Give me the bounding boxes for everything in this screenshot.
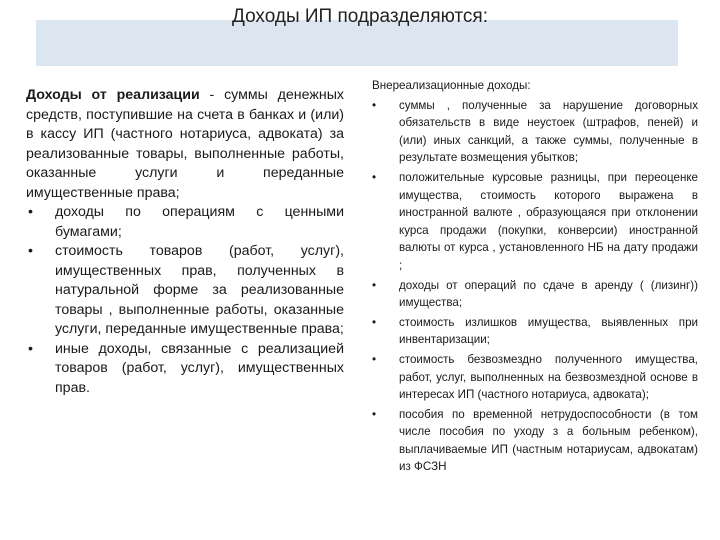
right-item-text: суммы , полученные за нарушение договорных обязательств в виде неустоек (штрафов, пеней) и (или) иных санкций, а также суммы, полученные в результате возмещения убытков; [399,98,698,165]
left-bullet-list [26,203,344,398]
right-item-text: пособия по временной нетрудоспособности (в том числе пособия по уходу з а больным ребенком), выплачиваемые ИП (частным нотариусам, адвокатам) из ФСЗН [399,407,698,474]
right-item-text: доходы от операций по сдаче в аренду ( (лизинг)) имущества; [399,278,698,310]
sales-income-text: - суммы денежных средств, поступившие на счета в банках и (или) в кассу ИП (частного нотариуса, адвоката) за реализованные товары, выполненные работы, оказанные услуги и переданные имущественные права; [26,87,344,201]
bullet-icon: • [372,352,377,366]
right-list-item [372,351,698,404]
bullet-icon: • [28,340,33,357]
bullet-icon: • [28,243,33,259]
bullet-icon: • [372,98,377,112]
right-list-item [372,169,698,275]
bullet-icon: • [28,204,33,220]
right-item-text: положительные курсовые разницы, при переоценке имущества, стоимость которого выражена в иностранной валюте , образующаяся при отклонении курса продажи (покупки, конверсии) иностранной валюты от курса , установленного НБ на дату продажи ; [399,170,698,272]
right-list-item [372,406,698,476]
right-list-item [372,314,698,349]
right-bullet-list [372,97,698,476]
sales-income-definition [26,86,344,203]
sales-income-term: Доходы от реализации [26,87,200,103]
right-item-text: стоимость излишков имущества, выявленных при инвентаризации; [399,315,698,347]
bullet-icon: • [372,315,377,329]
left-list-item [26,203,344,242]
left-item-text: доходы по операциям с ценными бумагами; [55,204,344,240]
non-operating-income-heading: Внереализационные доходы: [372,79,531,92]
right-item-text: стоимость безвозмездно полученного имущества, работ, услуг, выполненных на безвозмездной основе в интересах ИП (частного нотариуса, адвоката); [399,352,698,402]
bullet-icon: • [372,278,377,292]
slide-title: Доходы ИП подразделяются: [231,6,488,27]
right-list-item [372,277,698,312]
left-column [26,86,344,398]
left-list-item [26,242,344,340]
left-item-text: стоимость товаров (работ, услуг), имущественных прав, полученных в натуральной форме за реализованные товары , выполненные работы, оказанные услуги, переданные имущественные права; [55,243,344,337]
right-list-item [372,97,698,167]
bullet-icon: • [372,170,377,184]
bullet-icon: • [372,407,377,421]
left-list-item [26,340,344,399]
right-column [372,77,698,478]
left-item-text: иные доходы, связанные с реализацией товаров (работ, услуг), имущественных прав. [55,340,344,396]
